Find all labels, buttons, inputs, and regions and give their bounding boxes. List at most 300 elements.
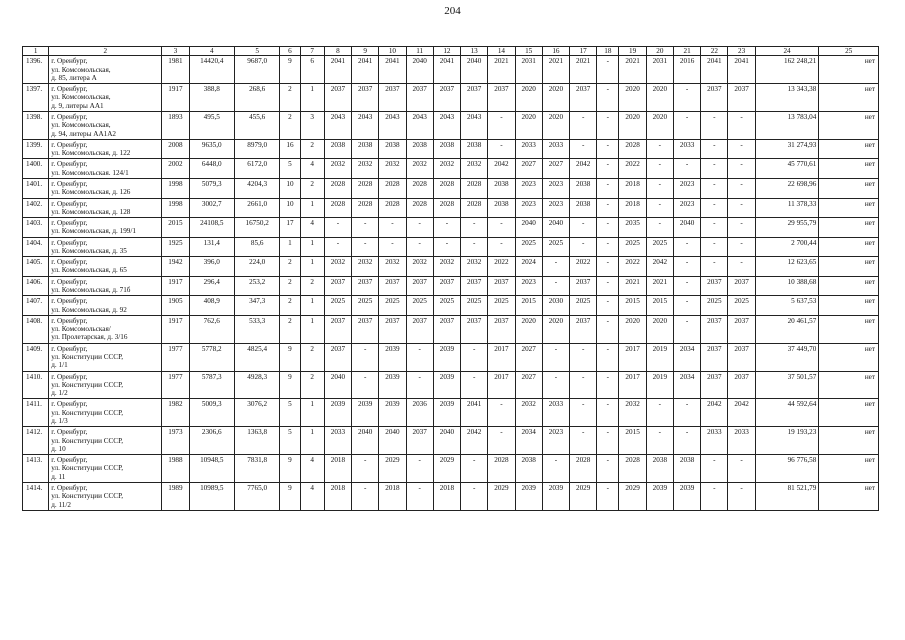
- value-cell: -: [542, 371, 569, 399]
- cost-cell: 45 770,61: [755, 159, 819, 179]
- value-cell: -: [597, 237, 619, 257]
- value-cell: 6448,0: [189, 159, 234, 179]
- value-cell: -: [701, 257, 728, 277]
- status-cell: нет: [819, 482, 879, 510]
- value-cell: -: [379, 237, 406, 257]
- value-cell: 2042: [570, 159, 597, 179]
- column-header-13: 13: [461, 47, 488, 56]
- value-cell: 2032: [379, 257, 406, 277]
- cost-cell: 37 449,70: [755, 343, 819, 371]
- housing-repair-table: [22, 46, 879, 511]
- column-header-23: 23: [728, 47, 755, 56]
- table-row: [23, 218, 879, 238]
- value-cell: 2032: [406, 159, 433, 179]
- value-cell: -: [570, 399, 597, 427]
- value-cell: 2020: [619, 84, 646, 112]
- value-cell: 5: [280, 159, 300, 179]
- status-cell: нет: [819, 218, 879, 238]
- value-cell: 9: [280, 482, 300, 510]
- cost-cell: 11 378,33: [755, 198, 819, 218]
- cost-cell: 96 776,58: [755, 455, 819, 483]
- value-cell: 2023: [673, 178, 700, 198]
- value-cell: 2033: [515, 139, 542, 159]
- value-cell: 2033: [324, 427, 351, 455]
- value-cell: 2: [300, 371, 324, 399]
- value-cell: 762,6: [189, 315, 234, 343]
- value-cell: 2042: [701, 399, 728, 427]
- value-cell: 2020: [515, 315, 542, 343]
- value-cell: 1893: [162, 111, 189, 139]
- value-cell: 5009,3: [189, 399, 234, 427]
- value-cell: 2028: [406, 198, 433, 218]
- value-cell: 2020: [542, 111, 569, 139]
- value-cell: -: [728, 218, 755, 238]
- value-cell: 1: [300, 237, 324, 257]
- table-row: [23, 237, 879, 257]
- column-header-15: 15: [515, 47, 542, 56]
- value-cell: -: [406, 218, 433, 238]
- value-cell: 2025: [542, 237, 569, 257]
- column-header-9: 9: [352, 47, 379, 56]
- value-cell: 8979,0: [234, 139, 279, 159]
- value-cell: 2025: [515, 237, 542, 257]
- value-cell: 1: [300, 296, 324, 316]
- cost-cell: 19 193,23: [755, 427, 819, 455]
- value-cell: 2038: [515, 455, 542, 483]
- value-cell: 2015: [162, 218, 189, 238]
- value-cell: 2037: [379, 84, 406, 112]
- page-number: 204: [444, 5, 461, 17]
- value-cell: 2028: [406, 178, 433, 198]
- table-row: [23, 455, 879, 483]
- value-cell: 2032: [324, 257, 351, 277]
- value-cell: 2043: [461, 111, 488, 139]
- value-cell: 2022: [619, 257, 646, 277]
- value-cell: -: [570, 139, 597, 159]
- cost-cell: 29 955,79: [755, 218, 819, 238]
- value-cell: 2037: [433, 84, 460, 112]
- value-cell: 2025: [570, 296, 597, 316]
- value-cell: 2028: [461, 178, 488, 198]
- value-cell: 2032: [461, 257, 488, 277]
- value-cell: -: [701, 455, 728, 483]
- column-header-5: 5: [234, 47, 279, 56]
- value-cell: 2033: [701, 427, 728, 455]
- value-cell: 1917: [162, 315, 189, 343]
- value-cell: 9687,0: [234, 56, 279, 84]
- value-cell: -: [597, 84, 619, 112]
- column-header-1: 1: [23, 47, 49, 56]
- column-header-8: 8: [324, 47, 351, 56]
- value-cell: 1: [300, 427, 324, 455]
- address-cell: г. Оренбург, ул. Конституции СССР, д. 1/1: [49, 343, 162, 371]
- value-cell: 2031: [646, 56, 673, 84]
- value-cell: -: [597, 257, 619, 277]
- value-cell: -: [728, 455, 755, 483]
- value-cell: 1989: [162, 482, 189, 510]
- value-cell: -: [701, 218, 728, 238]
- value-cell: 2039: [324, 399, 351, 427]
- value-cell: 2037: [488, 315, 515, 343]
- status-cell: нет: [819, 111, 879, 139]
- table-row: [23, 371, 879, 399]
- value-cell: 2020: [646, 84, 673, 112]
- value-cell: 2039: [542, 482, 569, 510]
- cost-cell: 12 623,65: [755, 257, 819, 277]
- status-cell: нет: [819, 427, 879, 455]
- value-cell: 4928,3: [234, 371, 279, 399]
- value-cell: 2039: [379, 371, 406, 399]
- value-cell: -: [673, 276, 700, 296]
- value-cell: 2040: [433, 427, 460, 455]
- column-header-24: 24: [755, 47, 819, 56]
- value-cell: 2025: [379, 296, 406, 316]
- value-cell: -: [488, 427, 515, 455]
- value-cell: -: [570, 111, 597, 139]
- status-cell: нет: [819, 315, 879, 343]
- value-cell: 1973: [162, 427, 189, 455]
- value-cell: 2037: [728, 276, 755, 296]
- table-row: [23, 111, 879, 139]
- value-cell: 2036: [406, 399, 433, 427]
- value-cell: 2037: [701, 315, 728, 343]
- value-cell: 1: [300, 84, 324, 112]
- table-row: [23, 198, 879, 218]
- column-header-22: 22: [701, 47, 728, 56]
- status-cell: нет: [819, 276, 879, 296]
- cost-cell: 31 274,93: [755, 139, 819, 159]
- value-cell: 2028: [433, 198, 460, 218]
- column-header-18: 18: [597, 47, 619, 56]
- value-cell: 2041: [433, 56, 460, 84]
- row-number-cell: 1397.: [23, 84, 49, 112]
- value-cell: 2038: [673, 455, 700, 483]
- value-cell: 2020: [542, 84, 569, 112]
- value-cell: -: [570, 237, 597, 257]
- cost-cell: 20 461,57: [755, 315, 819, 343]
- value-cell: 5: [280, 399, 300, 427]
- table-row: [23, 84, 879, 112]
- value-cell: -: [597, 56, 619, 84]
- value-cell: 2038: [488, 198, 515, 218]
- value-cell: 2025: [488, 296, 515, 316]
- value-cell: 2016: [673, 56, 700, 84]
- value-cell: 2020: [515, 111, 542, 139]
- value-cell: 2020: [515, 84, 542, 112]
- value-cell: 2018: [324, 455, 351, 483]
- value-cell: -: [673, 427, 700, 455]
- value-cell: 2018: [433, 482, 460, 510]
- value-cell: 2042: [488, 159, 515, 179]
- address-cell: г. Оренбург, ул. Комсомольская, д. 122: [49, 139, 162, 159]
- value-cell: 2020: [619, 315, 646, 343]
- value-cell: -: [570, 343, 597, 371]
- row-number-cell: 1404.: [23, 237, 49, 257]
- value-cell: -: [406, 455, 433, 483]
- value-cell: -: [597, 427, 619, 455]
- value-cell: 2025: [701, 296, 728, 316]
- value-cell: -: [701, 139, 728, 159]
- value-cell: 2040: [324, 371, 351, 399]
- cost-cell: 81 521,79: [755, 482, 819, 510]
- value-cell: 2037: [379, 276, 406, 296]
- value-cell: 2037: [728, 343, 755, 371]
- value-cell: 3076,2: [234, 399, 279, 427]
- cost-cell: 2 700,44: [755, 237, 819, 257]
- value-cell: 2031: [515, 56, 542, 84]
- value-cell: 7831,8: [234, 455, 279, 483]
- address-cell: г. Оренбург, ул. Комсомольская, д. 126: [49, 178, 162, 198]
- value-cell: -: [406, 371, 433, 399]
- column-header-2: 2: [49, 47, 162, 56]
- table-row: [23, 56, 879, 84]
- value-cell: 2038: [379, 139, 406, 159]
- value-cell: 2033: [673, 139, 700, 159]
- row-number-cell: 1400.: [23, 159, 49, 179]
- value-cell: 2028: [619, 139, 646, 159]
- value-cell: 1: [300, 399, 324, 427]
- value-cell: 2042: [646, 257, 673, 277]
- value-cell: 1: [280, 237, 300, 257]
- status-cell: нет: [819, 56, 879, 84]
- value-cell: 2028: [433, 178, 460, 198]
- value-cell: 2034: [673, 343, 700, 371]
- value-cell: 2028: [379, 178, 406, 198]
- value-cell: 2029: [379, 455, 406, 483]
- value-cell: 2037: [701, 84, 728, 112]
- value-cell: -: [352, 371, 379, 399]
- value-cell: -: [728, 111, 755, 139]
- value-cell: 7765,0: [234, 482, 279, 510]
- value-cell: 2037: [728, 315, 755, 343]
- address-cell: г. Оренбург, ул. Комсомольская, д. 71б: [49, 276, 162, 296]
- value-cell: 2037: [488, 84, 515, 112]
- value-cell: 131,4: [189, 237, 234, 257]
- row-number-cell: 1411.: [23, 399, 49, 427]
- cost-cell: 44 592,64: [755, 399, 819, 427]
- value-cell: 2040: [542, 218, 569, 238]
- cost-cell: 37 501,57: [755, 371, 819, 399]
- value-cell: -: [673, 257, 700, 277]
- value-cell: 2042: [461, 427, 488, 455]
- value-cell: 2: [300, 178, 324, 198]
- value-cell: 2029: [433, 455, 460, 483]
- value-cell: 2028: [488, 455, 515, 483]
- value-cell: 2037: [433, 315, 460, 343]
- value-cell: 2018: [619, 198, 646, 218]
- value-cell: 2: [280, 276, 300, 296]
- value-cell: -: [488, 139, 515, 159]
- value-cell: 17: [280, 218, 300, 238]
- value-cell: 408,9: [189, 296, 234, 316]
- value-cell: -: [673, 84, 700, 112]
- status-cell: нет: [819, 198, 879, 218]
- address-cell: г. Оренбург, ул. Комсомольская, д. 65: [49, 257, 162, 277]
- value-cell: 2032: [352, 257, 379, 277]
- value-cell: 9: [280, 371, 300, 399]
- status-cell: нет: [819, 257, 879, 277]
- value-cell: 4: [300, 482, 324, 510]
- column-header-14: 14: [488, 47, 515, 56]
- cost-cell: 22 698,96: [755, 178, 819, 198]
- row-number-cell: 1396.: [23, 56, 49, 84]
- value-cell: 4: [300, 218, 324, 238]
- value-cell: 2037: [406, 276, 433, 296]
- value-cell: -: [461, 343, 488, 371]
- value-cell: 2032: [406, 257, 433, 277]
- value-cell: 268,6: [234, 84, 279, 112]
- value-cell: -: [597, 111, 619, 139]
- value-cell: -: [542, 343, 569, 371]
- value-cell: 85,6: [234, 237, 279, 257]
- table-row: [23, 343, 879, 371]
- value-cell: 1988: [162, 455, 189, 483]
- value-cell: -: [597, 139, 619, 159]
- value-cell: 2: [280, 84, 300, 112]
- column-header-12: 12: [433, 47, 460, 56]
- status-cell: нет: [819, 178, 879, 198]
- cost-cell: 5 637,53: [755, 296, 819, 316]
- value-cell: 2037: [728, 371, 755, 399]
- value-cell: 2: [300, 139, 324, 159]
- value-cell: 2002: [162, 159, 189, 179]
- table-row: [23, 257, 879, 277]
- address-cell: г. Оренбург, ул. Комсомольская, д. 85, литера А: [49, 56, 162, 84]
- value-cell: -: [488, 218, 515, 238]
- value-cell: 2021: [646, 276, 673, 296]
- value-cell: -: [352, 237, 379, 257]
- cost-cell: 13 343,38: [755, 84, 819, 112]
- value-cell: 2021: [488, 56, 515, 84]
- table-row: [23, 159, 879, 179]
- value-cell: 1981: [162, 56, 189, 84]
- table-row: [23, 482, 879, 510]
- value-cell: 2039: [433, 399, 460, 427]
- address-cell: г. Оренбург, ул. Конституции СССР, д. 10: [49, 427, 162, 455]
- cost-cell: 10 388,68: [755, 276, 819, 296]
- value-cell: -: [406, 343, 433, 371]
- value-cell: 2306,6: [189, 427, 234, 455]
- status-cell: нет: [819, 343, 879, 371]
- value-cell: 16: [280, 139, 300, 159]
- value-cell: 2025: [646, 237, 673, 257]
- value-cell: 2032: [461, 159, 488, 179]
- value-cell: 2027: [542, 159, 569, 179]
- value-cell: 2022: [488, 257, 515, 277]
- value-cell: 2040: [379, 427, 406, 455]
- address-cell: г. Оренбург, ул. Комсомольская, д. 94, литеры АА1А2: [49, 111, 162, 139]
- value-cell: -: [352, 343, 379, 371]
- value-cell: 2038: [570, 178, 597, 198]
- value-cell: -: [597, 218, 619, 238]
- value-cell: -: [597, 343, 619, 371]
- column-header-6: 6: [280, 47, 300, 56]
- value-cell: 2038: [324, 139, 351, 159]
- value-cell: 2025: [728, 296, 755, 316]
- value-cell: 1363,8: [234, 427, 279, 455]
- value-cell: 2028: [352, 178, 379, 198]
- cost-cell: 162 248,21: [755, 56, 819, 84]
- value-cell: 2043: [379, 111, 406, 139]
- status-cell: нет: [819, 84, 879, 112]
- value-cell: 2018: [324, 482, 351, 510]
- value-cell: 347,3: [234, 296, 279, 316]
- value-cell: -: [728, 139, 755, 159]
- value-cell: 2032: [379, 159, 406, 179]
- address-cell: г. Оренбург, ул. Комсомольская/ ул. Пролетарская, д. 3/16: [49, 315, 162, 343]
- column-header-7: 7: [300, 47, 324, 56]
- value-cell: -: [701, 178, 728, 198]
- row-number-cell: 1402.: [23, 198, 49, 218]
- value-cell: 1998: [162, 178, 189, 198]
- value-cell: -: [488, 399, 515, 427]
- column-header-11: 11: [406, 47, 433, 56]
- value-cell: 2043: [406, 111, 433, 139]
- value-cell: 1982: [162, 399, 189, 427]
- value-cell: 2038: [461, 139, 488, 159]
- value-cell: 2034: [515, 427, 542, 455]
- value-cell: 2037: [324, 276, 351, 296]
- row-number-cell: 1405.: [23, 257, 49, 277]
- value-cell: 1977: [162, 371, 189, 399]
- value-cell: 2040: [673, 218, 700, 238]
- value-cell: 2040: [515, 218, 542, 238]
- value-cell: -: [701, 159, 728, 179]
- value-cell: -: [646, 427, 673, 455]
- table-row: [23, 139, 879, 159]
- address-cell: г. Оренбург, ул. Комсомольская, д. 9, литеры АА1: [49, 84, 162, 112]
- value-cell: 1: [300, 198, 324, 218]
- value-cell: -: [324, 218, 351, 238]
- value-cell: 2039: [433, 371, 460, 399]
- value-cell: 14420,4: [189, 56, 234, 84]
- table-row: [23, 427, 879, 455]
- value-cell: 2020: [619, 111, 646, 139]
- value-cell: -: [597, 178, 619, 198]
- value-cell: -: [646, 139, 673, 159]
- value-cell: 2015: [515, 296, 542, 316]
- value-cell: 2041: [324, 56, 351, 84]
- value-cell: -: [597, 315, 619, 343]
- value-cell: -: [673, 237, 700, 257]
- row-number-cell: 1412.: [23, 427, 49, 455]
- value-cell: 2039: [352, 399, 379, 427]
- column-header-3: 3: [162, 47, 189, 56]
- value-cell: -: [542, 455, 569, 483]
- value-cell: 2017: [488, 343, 515, 371]
- value-cell: -: [597, 159, 619, 179]
- value-cell: 2037: [570, 276, 597, 296]
- row-number-cell: 1408.: [23, 315, 49, 343]
- row-number-cell: 1409.: [23, 343, 49, 371]
- value-cell: 495,5: [189, 111, 234, 139]
- value-cell: 2033: [542, 399, 569, 427]
- value-cell: 1925: [162, 237, 189, 257]
- value-cell: -: [570, 371, 597, 399]
- value-cell: 2017: [619, 371, 646, 399]
- value-cell: -: [646, 399, 673, 427]
- value-cell: 10948,5: [189, 455, 234, 483]
- value-cell: 2015: [646, 296, 673, 316]
- value-cell: 2027: [515, 159, 542, 179]
- value-cell: -: [597, 399, 619, 427]
- value-cell: 2039: [379, 399, 406, 427]
- value-cell: -: [728, 257, 755, 277]
- value-cell: 2023: [515, 198, 542, 218]
- value-cell: 2029: [619, 482, 646, 510]
- column-header-16: 16: [542, 47, 569, 56]
- value-cell: 253,2: [234, 276, 279, 296]
